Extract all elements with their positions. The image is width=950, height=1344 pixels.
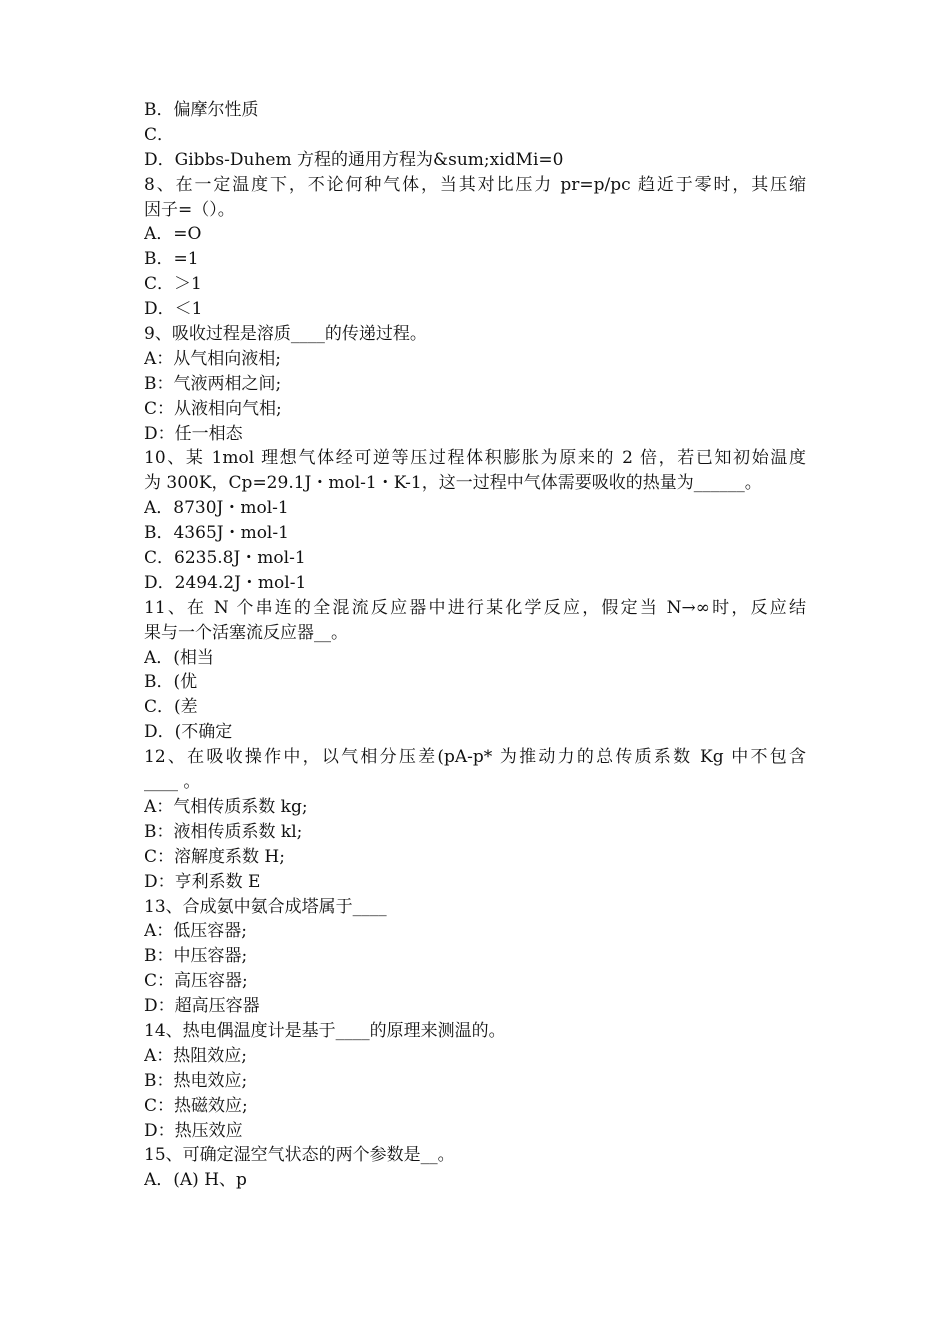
text-line: 10、某 1mol 理想气体经可逆等压过程体积膨胀为原来的 2 倍，若已知初始温度	[144, 448, 806, 469]
question-text-body	[144, 98, 806, 1193]
text-line: A．=O	[144, 224, 202, 245]
text-line: C．	[144, 124, 175, 145]
text-line: ____ 。	[144, 772, 201, 793]
text-line: D．2494.2J・mol-1	[144, 572, 307, 593]
text-line: D：超高压容器	[144, 996, 260, 1017]
text-line: A．8730J・mol-1	[144, 498, 289, 519]
text-line: 15、可确定湿空气状态的两个参数是__。	[144, 1145, 455, 1166]
text-line: A：低压容器;	[144, 921, 248, 942]
text-line: B．偏摩尔性质	[144, 100, 259, 120]
text-line: 9、吸收过程是溶质____的传递过程。	[144, 324, 427, 345]
text-line: 13、合成氨中氨合成塔属于____	[144, 896, 387, 917]
text-line: 8、在一定温度下，不论何种气体，当其对比压力 pr=p/pc 趋近于零时，其压缩	[144, 174, 806, 195]
text-line: C：溶解度系数 H;	[144, 846, 285, 867]
text-line: A．(A) H、p	[144, 1170, 247, 1191]
text-line: B．(优	[144, 672, 198, 693]
text-line: B．4365J・mol-1	[144, 523, 289, 544]
text-line: A．(相当	[144, 647, 214, 668]
text-line: 12、在吸收操作中，以气相分压差(pA-p* 为推动力的总传质系数 Kg 中不包含	[144, 747, 806, 768]
text-line: B：液相传质系数 kl;	[144, 821, 303, 842]
text-line: C：高压容器;	[144, 971, 248, 992]
text-line: 为 300K，Cp=29.1J・mol-1・K-1，这一过程中气体需要吸收的热量为______。	[144, 473, 762, 494]
text-line: B．=1	[144, 249, 199, 270]
text-line: C：从液相向气相;	[144, 398, 282, 419]
text-line: B：热电效应;	[144, 1070, 248, 1091]
text-line: C．6235.8J・mol-1	[144, 548, 306, 569]
text-line: D：亨利系数 E	[144, 871, 261, 892]
text-line: C：热磁效应;	[144, 1095, 248, 1116]
text-line: 因子=（）。	[144, 199, 235, 220]
text-line: D．＜1	[144, 299, 203, 320]
text-line: B：气液两相之间;	[144, 373, 282, 394]
text-line: D．(不确定	[144, 722, 233, 743]
text-line: D．Gibbs-Duhem 方程的通用方程为&sum;xidMi=0	[144, 149, 564, 170]
text-line: A：从气相向液相;	[144, 348, 282, 369]
text-line: 11、在 N 个串连的全混流反应器中进行某化学反应，假定当 N→∞时，反应结	[144, 597, 806, 618]
text-line: D：任一相态	[144, 423, 243, 444]
text-line: A：气相传质系数 kg;	[144, 796, 308, 817]
text-line: D：热压效应	[144, 1120, 243, 1141]
text-line: 果与一个活塞流反应器__。	[144, 622, 348, 643]
text-line: 14、热电偶温度计是基于____的原理来测温的。	[144, 1020, 506, 1041]
text-line: B：中压容器;	[144, 946, 248, 967]
text-line: A：热阻效应;	[144, 1045, 248, 1066]
text-line: C．＞1	[144, 274, 202, 295]
text-line: C．(差	[144, 697, 198, 718]
